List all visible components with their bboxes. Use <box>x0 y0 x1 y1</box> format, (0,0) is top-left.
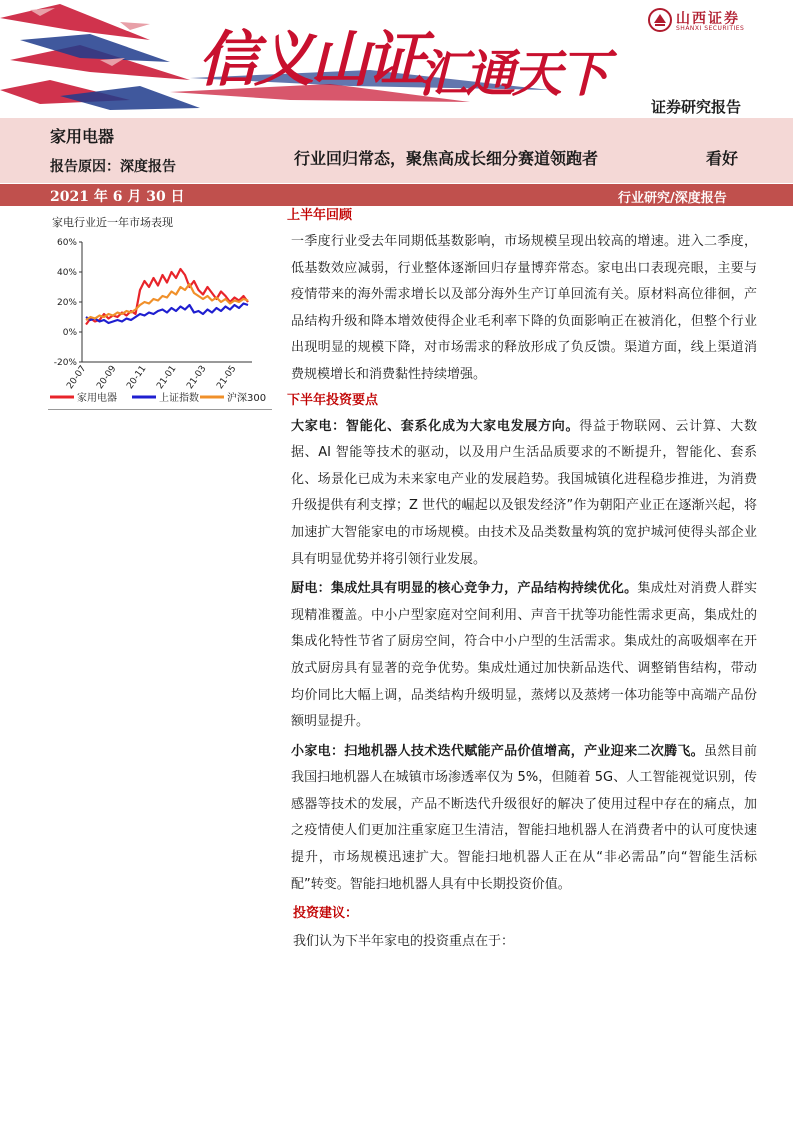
paragraph-major-appliances <box>287 414 757 574</box>
logo-text: 山西证券 <box>676 11 740 27</box>
shanxi-securities-logo-icon <box>647 7 673 33</box>
report-headline: 行业回归常态，聚焦高成长细分赛道领跑者 <box>294 149 599 168</box>
legend-label: 沪深300 <box>227 393 267 404</box>
paragraph-small-appliances <box>287 739 757 899</box>
slogan-part2: 汇通天下 <box>418 44 606 103</box>
report-reason: 报告原因：深度报告 <box>50 159 176 175</box>
x-tick-label: 20-09 <box>95 363 119 392</box>
advice-intro: 我们认为下半年家电的投资重点在于： <box>293 934 515 950</box>
report-type: 证券研究报告 <box>651 98 742 116</box>
section-title-advice: 投资建议： <box>293 906 359 922</box>
chart-title: 家电行业近一年市场表现 <box>52 216 173 229</box>
x-tick-label: 20-11 <box>125 363 149 392</box>
series-line-沪深300 <box>86 284 248 320</box>
series-line-上证指数 <box>86 304 248 324</box>
legend-label: 家用电器 <box>77 393 117 404</box>
rating: 看好 <box>706 149 739 168</box>
paragraph-kitchen-appliances <box>287 576 757 736</box>
y-tick-label: 40% <box>56 268 77 278</box>
report-date: 2021 年 6 月 30 日 <box>50 189 185 205</box>
x-tick-label: 20-07 <box>65 363 89 392</box>
paragraph-lead: 厨电：集成灶具有明显的核心竞争力，产品结构持续优化。 <box>291 581 638 597</box>
main-content <box>287 207 757 955</box>
logo-text-en: SHANXI SECURITIES <box>676 25 745 32</box>
paragraph-lead: 小家电：扫地机器人技术迭代赋能产品价值增高，产业迎来二次腾飞。 <box>291 743 705 759</box>
y-tick-label: 60% <box>56 238 77 248</box>
x-tick-label: 21-01 <box>155 363 179 392</box>
review-paragraph: 一季度行业受去年同期低基数影响，市场规模呈现出较高的增速。进入二季度，低基数效应减弱，行业整体逐渐回归存量博弈常态。家电出口表现亮眼，主要与疫情带来的海外需求增长以及部分海外生产订单回流有关。原材料高位徘徊，产品结构升级和降本增效使得企业毛利率下降的负面影响正在被消化，但整个行业出现明显的规模下降，对市场需求的释放形成了负反馈。渠道方面，线上渠道消费规模增长和消费黏性持续增强。 <box>291 234 757 382</box>
slogan-part1: 信义山证 <box>198 25 422 95</box>
x-tick-label: 21-03 <box>185 363 209 392</box>
section-title-review: 上半年回顾 <box>287 208 353 223</box>
section-title-outlook: 下半年投资要点 <box>287 392 379 408</box>
y-tick-label: -20% <box>53 358 77 368</box>
paragraph-body: 虽然目前我国扫地机器人在城镇市场渗透率仅为 5%，但随着 5G、人工智能视觉识别，传感器等技术的发展，产品不断迭代升级很好的解决了使用过程中存在的痛点，加之疫情使人们更加注重家庭卫生清洁，智能扫地机器人在消费者中的认可度快速提升，市场规模迅速扩大。智能扫地机器人正在从“非必需品”向“智能生活标配”转变。智能扫地机器人具有中长期投资价值。 <box>291 743 757 892</box>
paragraph-body: 得益于物联网、云计算、大数据、AI 智能等技术的驱动，以及用户生活品质要求的不断提升，智能化、套系化、场景化已成为未来家电产业的发展趋势。我国城镇化进程稳步推进，为消费升级提供有利支撑；Z 世代的崛起以及银发经济”作为朝阳产业正在逐渐兴起，将加速扩大智能家电的市场规模。由技术及品类数量构筑的宽护城河使得头部企业具有明显优势并将引领行业发展。 <box>291 418 757 567</box>
legend-label: 上证指数 <box>159 393 199 404</box>
y-tick-label: 20% <box>56 298 77 308</box>
market-performance-chart <box>48 230 272 408</box>
x-tick-label: 21-05 <box>215 363 239 392</box>
y-tick-label: 0% <box>62 328 77 338</box>
industry-name: 家用电器 <box>50 127 115 146</box>
paragraph-lead: 大家电：智能化、套系化成为大家电发展方向。 <box>291 418 580 434</box>
paragraph-body: 集成灶对消费人群实现精准覆盖。中小户型家庭对空间利用、声音干扰等功能性需求更高，集成灶的集成化特性节省了厨房空间，符合中小户型的生活需求。集成灶的高吸烟率在开放式厨房具有显著的竞争优势。集成灶通过加快新品迭代、调整销售结构，带动均价同比大幅上调，品类结构升级明显，蒸烤以及蒸烤一体功能等中高端产品份额明显提升。 <box>291 581 757 730</box>
report-category: 行业研究/深度报告 <box>618 191 727 206</box>
